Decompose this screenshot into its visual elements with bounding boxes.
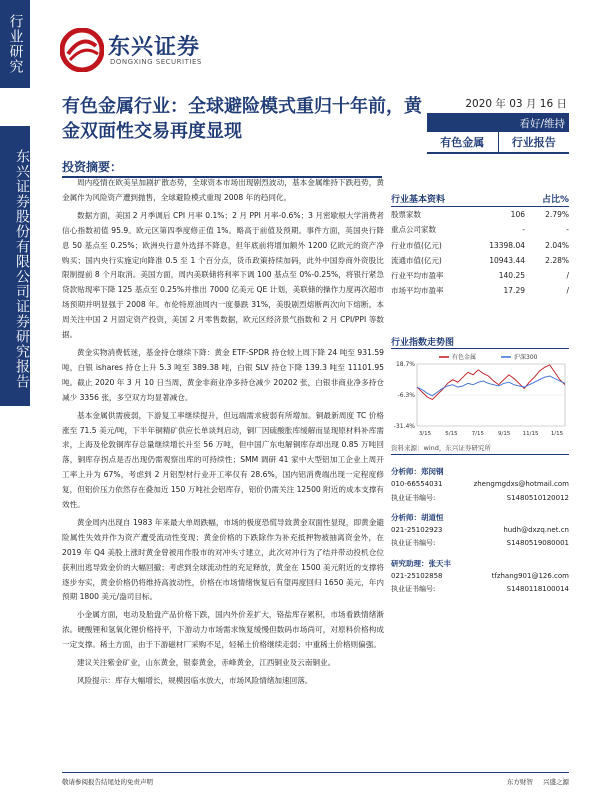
x-tick-label: 5/15 (445, 431, 458, 437)
summary-body (62, 176, 384, 692)
paragraph: 基本金属供需疲弱，下游复工率继续提升，但远端需求疲弱有所增加。铜最新周度 TC 价格涨至 71.5 美元/吨，下半年铜精矿供应长单谈判启动，铜厂因硫酸胀库缓解而显现原材料补库需求，上海及伦敦铜库存总量继续增长升至 56 万吨，但中国广东电解铜库存却出现 0.85 万吨回落，铜库存拐点是否出现仍需观察出库的可持续性；SMM 调研 41 家中大型铝加工企业上周开工率上升为 67%，考虑到 2 月铝型材行业开工率仅有 28.6%，国内铝消费端出现一定程度修复，但铝价压力依然存在叠加近 150 万吨社会铝库存，铝价仍需关注 12500 附近的成本支撑有效性。 (62, 410, 384, 510)
analyst-phone: 021-25102858 (391, 572, 443, 581)
paragraph: 小金属方面，电动及胎盘产品价格下跌，国内外价差扩大，铬盐库存累积，市场看跌情绪渐浓。硬酸锂和氢氧化锂价格持平，下游动力市场需求恢复缓慢但数码市场尚可，对原料价格构成一定支撑。稀土方面，由于下游磁材厂采购不足，轻稀土价格继续走弱；中重稀土价格则偏强。 (62, 610, 384, 650)
paragraph: 风险提示：库存大幅增长，规模因临水放大，市场风险情绪加速回落。 (77, 676, 313, 685)
analyst-cert-label: 执业证书编号: (391, 493, 436, 502)
report-tags (427, 132, 569, 154)
report-meta (427, 96, 569, 154)
table-row (391, 268, 569, 283)
analyst-entry (391, 511, 569, 557)
table-cell-v1: 140.25 (498, 271, 525, 281)
report-title: 有色金属行业：全球避险模式重归十年前，黄金双面性交易再度显现 (62, 96, 422, 142)
table-cell-k: 重点公司家数 (391, 225, 436, 235)
table-cell-v1: 106 (510, 210, 525, 219)
paragraph: 建议关注紫金矿业，山东黄金，银泰黄金，赤峰黄金，江西铜业及云南铜业。 (77, 658, 336, 668)
analyst-contact-line (391, 524, 569, 537)
summary-heading: 投资摘要： (62, 158, 382, 178)
table-row (391, 222, 569, 237)
analyst-name-line (391, 557, 569, 570)
table-cell-v2: 2.79% (545, 210, 569, 219)
table-header (391, 192, 569, 207)
sidebar-category-label: 行业研究 (0, 0, 30, 88)
table-cell-v2: 2.28% (545, 255, 569, 265)
table-cell-k: 市场平均市盈率 (391, 286, 444, 296)
analyst-entry (391, 557, 569, 603)
analyst-entry (391, 465, 569, 511)
page-footer (62, 772, 569, 786)
analyst-email: hudh@dxzq.net.cn (503, 526, 569, 535)
table-col-header: 占比% (541, 195, 569, 205)
analyst-cert: S1480519080001 (506, 539, 569, 548)
index-trend-chart (391, 350, 569, 442)
analyst-cert: S1480510120012 (506, 493, 569, 502)
analyst-cert-label: 执业证书编号: (391, 539, 436, 548)
report-rating: 看好/维持 (427, 115, 569, 132)
industry-tag: 有色金属 (440, 136, 485, 149)
report-type-tag: 行业报告 (498, 132, 570, 152)
logo-text-cn: 东兴证券 (108, 35, 201, 60)
sidebar (0, 0, 30, 800)
analyst-cert-label: 执业证书编号: (391, 585, 436, 594)
y-tick-label: -6.3% (397, 392, 415, 399)
analyst-email: zhengmgdxs@hotmail.com (473, 480, 569, 489)
footer-slogan-2: 兴盛之源 (543, 778, 569, 786)
logo-text-en: DONGXING SECURITIES (110, 58, 202, 66)
analyst-name: 郑闵钢 (421, 467, 444, 476)
table-cell-v2: 2.04% (545, 240, 569, 250)
analyst-role: 分析师： (391, 512, 421, 522)
x-tick-label: 11/15 (522, 431, 539, 437)
analyst-contact-line (391, 570, 569, 583)
analyst-cert: S1480118100014 (506, 585, 569, 594)
analyst-name-line (391, 465, 569, 478)
table-row (391, 207, 569, 222)
table-title: 行业基本资料 (391, 195, 446, 205)
report-date: 2020 年 03 月 16 日 (427, 96, 569, 115)
analyst-phone: 021-25102923 (391, 526, 443, 535)
analyst-cert-line (391, 583, 569, 596)
table-cell-v2: - (566, 225, 569, 235)
x-tick-label: 1/15 (550, 431, 564, 437)
analyst-name: 胡道恒 (421, 512, 444, 522)
analyst-name-line (391, 511, 569, 524)
footer-slogan-1: 东方财智 (506, 778, 533, 786)
analyst-role: 分析师： (391, 467, 421, 476)
series-line-0 (417, 365, 565, 400)
paragraph: 数据方面，美国 2 月季调后 CPI 月率 0.1%；2 月 PPI 月率-0.6%；3 月密歇根大学消费者信心指数初值 95.9。欧元区第四季度修正值 1%。略高于前值及预期。事件方面，英国央行降息 50 基点至 0.25%；欧洲央行意外选择不降息，但年底前将增加额外 1200 亿欧元的资产净购买；国内央行实施定向降准 0.5 至 1 个百分点，货币政策持续加码，此外中国券商外资股比限制提前 8 个月取消。美国方面，周内美联储将利率下调 100 基点至 0%-0.25%，将银行紧急贷款贴现率下降 125 基点至 0.25%并推出 7000 亿美元 QE 计划，美联储的操作力度再次超市场预期并明显强于 2008 年。布伦特原油周内一度暴跌 31%，美股剧烈熔断两次向下熔断。本周关注中国 2 月固定资产投资，美国 2 月零售数据，欧元区经济景气指数和 2 月 CPI/PPI 等数据。 (62, 210, 384, 340)
analyst-list (391, 465, 569, 603)
table-cell-k: 股票家数 (391, 210, 421, 219)
logo-mark-icon (60, 28, 104, 72)
company-logo (60, 28, 220, 76)
table-cell-k: 行业市值(亿元) (391, 240, 442, 250)
analyst-name: 张天丰 (428, 558, 451, 568)
analyst-phone: 010-66554031 (391, 480, 443, 489)
paragraph: 周内疫情在欧美呈加剧扩散态势，全球资本市场出现剧烈波动，基本金属维持下跌趋势，黄金属作为风险资产遭到抛售，全球避险模式重现 2008 年的趋同化。 (62, 178, 384, 202)
industry-data-table (391, 192, 569, 299)
paragraph: 黄金周内出现自 1983 年来最大单周跌幅，市场的极度恐慌导致黄金双面性显现，即黄金避险属性失效并作为资产遭受流动性变现；黄金价格的下跌除作为补充抵押物被抽离资金外，在 2019 年 Q4 美股上涨时黄金曾被用作股市的对冲头寸建立，此次对冲行为了结并带动投机仓位获利出逃导致金价的大幅回撤；考虑到全球流动性的充足释放，黄金在 1500 美元附近的支撑将逐步夯实，黄金价格仍将维持高波动性，价格在市场情绪恢复后有望再度回归 1650 美元，年内预期 1800 美元/盎司目标。 (62, 517, 384, 602)
table-cell-v1: 17.29 (503, 286, 525, 296)
legend-label: 有色金属 (452, 354, 477, 361)
y-tick-label: -31.4% (393, 423, 415, 430)
legend-label: 沪深300 (514, 354, 538, 361)
chart-title: 行业指数走势图 (391, 335, 569, 349)
analyst-email: tfzhang901@126.com (491, 572, 569, 581)
table-row (391, 253, 569, 268)
table-cell-k: 行业平均市盈率 (391, 271, 444, 281)
table-cell-v2: / (566, 271, 569, 281)
paragraph: 黄金实物消费低迷，基金持仓继续下降：黄金 ETF-SPDR 持仓较上周下降 24 吨至 931.59 吨，白银 ishares 持仓上升 5.3 吨至 389.38 吨，白银 SLV 持仓下降 139.3 吨至 11101.95 吨。截止 2020 年 3 月 10 日当周，黄金非商业净多持仓减少 20202 张，白银非商业净多持仓减少 3356 张，多空双方均显著减仓。 (62, 347, 384, 402)
footer-disclaimer: 敬请参阅报告结尾处的免责声明 (62, 778, 153, 786)
table-cell-v1: - (522, 225, 525, 235)
x-tick-label: 3/15 (418, 431, 432, 437)
chart-source: 资料来源：wind，东兴证券研究所 (391, 443, 569, 455)
analyst-role: 研究助理： (391, 558, 429, 568)
table-cell-v1: 10943.44 (489, 255, 525, 265)
analyst-cert-line (391, 537, 569, 550)
y-tick-label: 18.7% (395, 361, 415, 368)
footer-slogan (499, 777, 569, 786)
table-cell-v2: / (566, 286, 569, 296)
table-row (391, 238, 569, 253)
x-tick-label: 9/15 (498, 431, 511, 437)
table-cell-v1: 13398.04 (489, 240, 525, 250)
table-cell-k: 流通市值(亿元) (391, 255, 442, 265)
x-tick-label: 7/15 (471, 431, 484, 437)
table-row (391, 283, 569, 298)
analyst-contact-line (391, 478, 569, 491)
analyst-cert-line (391, 492, 569, 505)
sidebar-company-label: 东兴证券股份有限公司证券研究报告 (0, 126, 30, 406)
